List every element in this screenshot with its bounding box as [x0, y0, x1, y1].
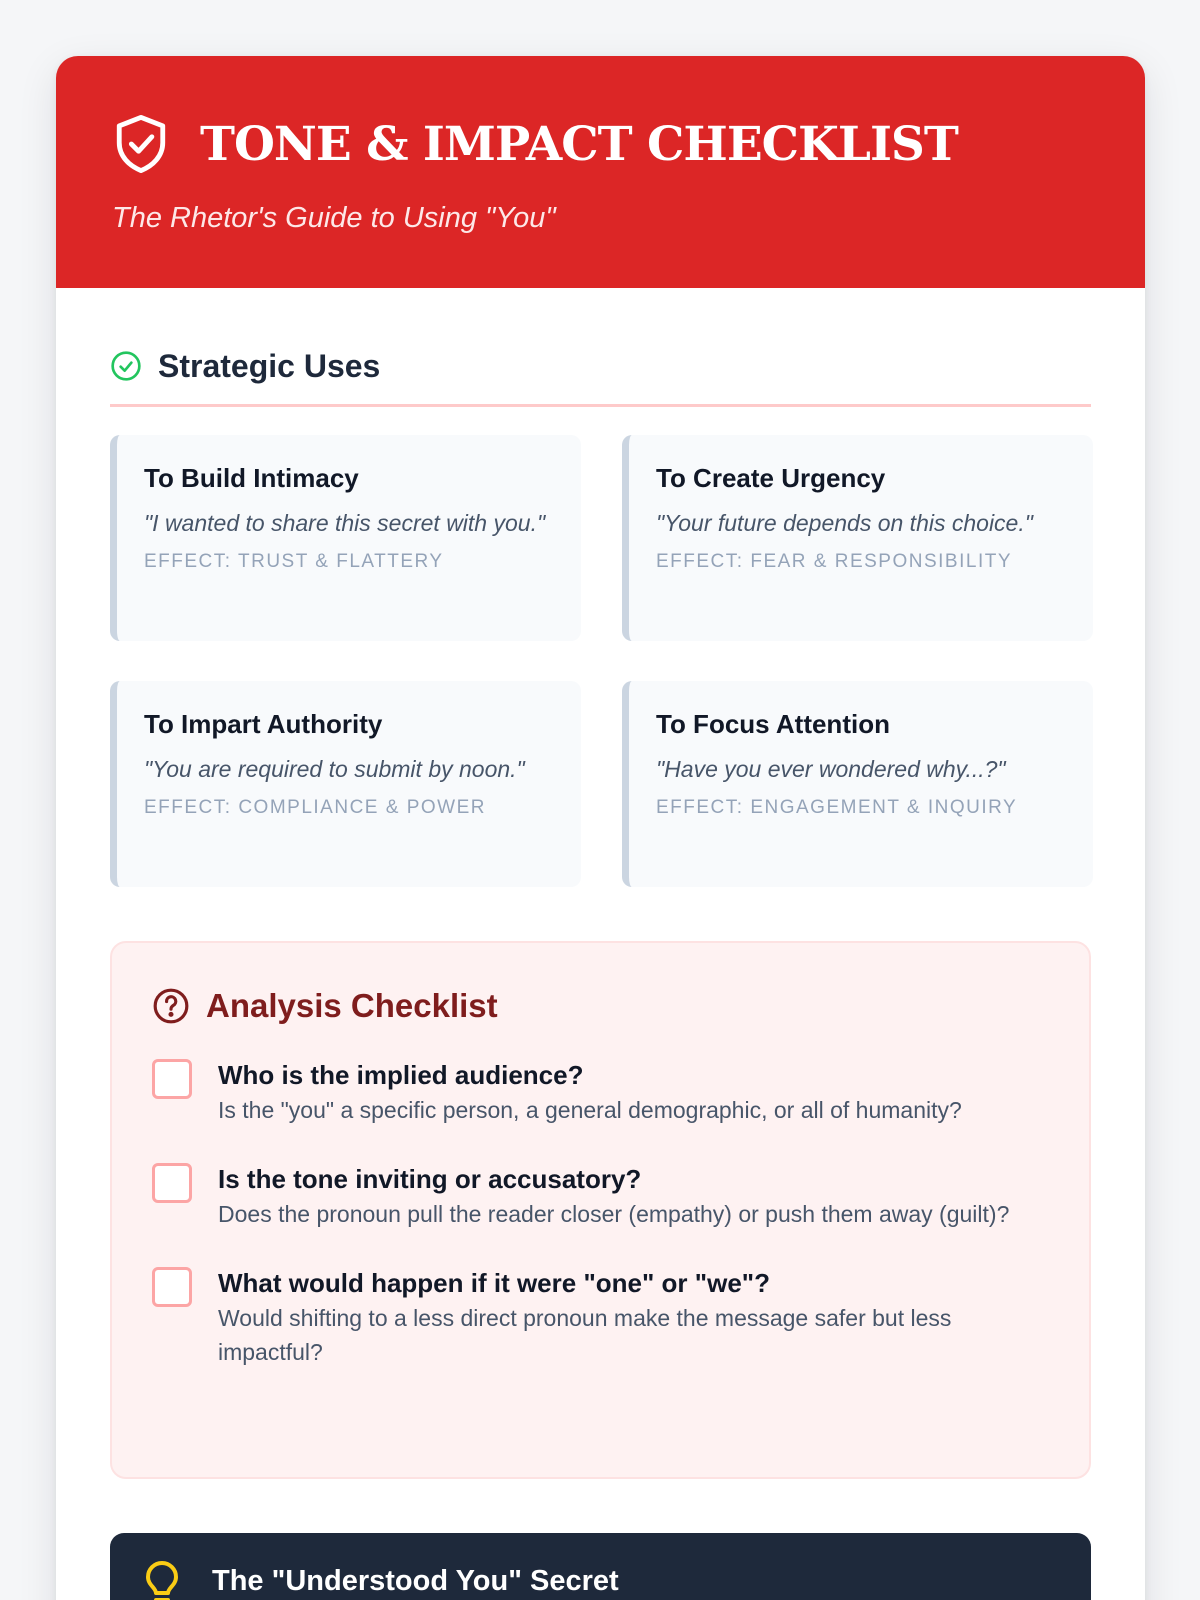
analysis-checklist-title: Analysis Checklist [206, 987, 498, 1024]
page-subtitle: The Rhetor's Guide to Using "You" [112, 202, 556, 234]
use-card-effect: EFFECT: TRUST & FLATTERY [144, 551, 444, 572]
section-divider [110, 404, 1091, 407]
use-card-title: To Focus Attention [656, 709, 890, 739]
secret-callout [110, 1533, 1091, 1600]
checklist-question: Who is the implied audience? [218, 1060, 584, 1090]
checklist-description: Is the "you" a specific person, a general demographic, or all of humanity? [218, 1097, 962, 1123]
shield-check-icon [112, 112, 170, 176]
use-card-intimacy [110, 435, 581, 641]
checklist-card [56, 56, 1145, 1600]
checklist-description: Would shifting to a less direct pronoun make the message safer but less impactful? [218, 1305, 952, 1365]
strategic-uses-grid [110, 435, 1091, 887]
checklist-item [152, 1163, 1049, 1231]
use-card-urgency [622, 435, 1093, 641]
header-banner [56, 56, 1145, 288]
strategic-uses-heading [110, 348, 1091, 384]
lightbulb-icon [144, 1561, 180, 1600]
strategic-uses-title: Strategic Uses [158, 347, 381, 384]
use-card-quote: "I wanted to share this secret with you." [144, 510, 546, 536]
checklist-item [152, 1267, 1049, 1369]
page-title: TONE & IMPACT CHECKLIST [200, 116, 958, 172]
check-circle-icon [110, 350, 142, 382]
use-card-effect: EFFECT: ENGAGEMENT & INQUIRY [656, 797, 1018, 818]
content-body [56, 288, 1145, 1600]
use-card-quote: "Your future depends on this choice." [656, 510, 1033, 536]
use-card-quote: "Have you ever wondered why...?" [656, 756, 1006, 782]
checklist-items [152, 1059, 1049, 1369]
checklist-question: What would happen if it were "one" or "we"? [218, 1268, 770, 1298]
use-card-title: To Create Urgency [656, 463, 886, 493]
use-card-title: To Impart Authority [144, 709, 383, 739]
checklist-item [152, 1059, 1049, 1127]
use-card-authority [110, 681, 581, 887]
checklist-question: Is the tone inviting or accusatory? [218, 1164, 642, 1194]
analysis-checklist-heading [152, 987, 1049, 1025]
use-card-effect: EFFECT: COMPLIANCE & POWER [144, 797, 486, 818]
checklist-checkbox[interactable] [152, 1163, 192, 1203]
use-card-attention [622, 681, 1093, 887]
use-card-quote: "You are required to submit by noon." [144, 756, 525, 782]
use-card-title: To Build Intimacy [144, 463, 359, 493]
checklist-description: Does the pronoun pull the reader closer (empathy) or push them away (guilt)? [218, 1201, 1010, 1227]
use-card-effect: EFFECT: FEAR & RESPONSIBILITY [656, 551, 1013, 572]
secret-title: The "Understood You" Secret [212, 1565, 619, 1597]
question-circle-icon [152, 987, 190, 1025]
analysis-checklist [110, 941, 1091, 1479]
checklist-checkbox[interactable] [152, 1267, 192, 1307]
checklist-checkbox[interactable] [152, 1059, 192, 1099]
